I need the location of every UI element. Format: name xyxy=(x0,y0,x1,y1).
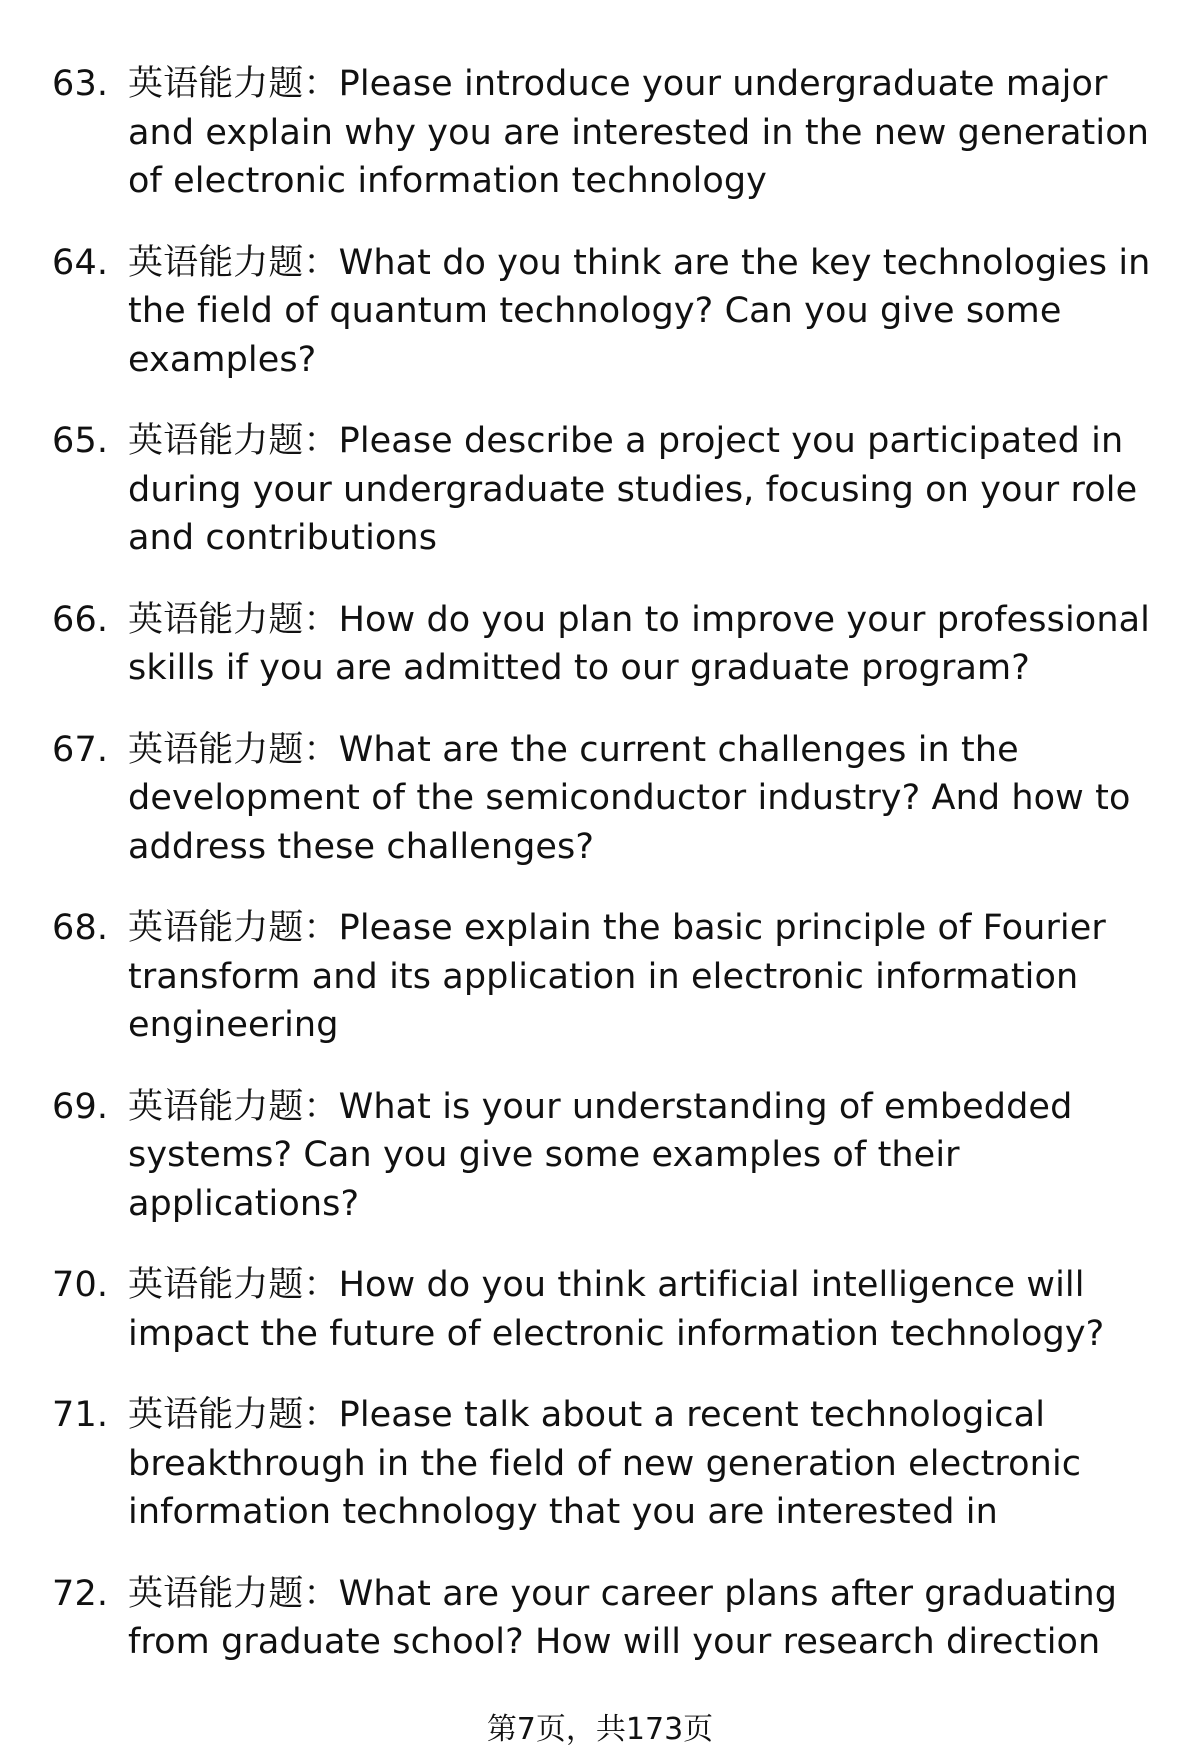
question-item xyxy=(52,60,1152,206)
question-text: Please explain the basic principle of Fourier transform and its application in electronic information engineering xyxy=(128,908,1106,1045)
question-body xyxy=(128,1261,1152,1358)
question-number: 63. xyxy=(52,64,109,104)
question-body xyxy=(128,417,1152,563)
question-item xyxy=(52,1083,1152,1229)
question-number: 64. xyxy=(52,242,109,283)
question-text: How do you plan to improve your professional skills if you are admitted to our graduate program? xyxy=(128,599,1150,688)
question-text: What are the current challenges in the development of the semiconductor industry? And how to address these challenges? xyxy=(128,729,1131,867)
question-number: 65. xyxy=(52,421,109,461)
question-text: How do you think artificial intelligence will impact the future of electronic information technology? xyxy=(128,1265,1105,1354)
question-number: 68. xyxy=(52,908,109,948)
question-item xyxy=(52,1391,1152,1537)
question-item xyxy=(52,417,1152,563)
question-category: 英语能力题： xyxy=(128,242,339,283)
question-category: 英语能力题： xyxy=(128,1573,339,1614)
question-number: 72. xyxy=(52,1573,109,1614)
question-body xyxy=(128,60,1152,206)
question-text: What do you think are the key technologies in the field of quantum technology? Can you give some examples? xyxy=(128,242,1151,380)
question-number: 66. xyxy=(52,599,109,640)
question-text: Please describe a project you participated in during your undergraduate studies, focusing on your role and contributions xyxy=(128,421,1138,558)
question-category: 英语能力题： xyxy=(128,421,339,461)
question-body xyxy=(128,726,1152,872)
question-body xyxy=(128,1570,1152,1667)
question-number: 69. xyxy=(52,1086,109,1127)
question-item xyxy=(52,596,1152,693)
question-text: What is your understanding of embedded systems? Can you give some examples of their applications? xyxy=(128,1086,1073,1224)
question-body xyxy=(128,904,1152,1050)
question-number: 71. xyxy=(52,1395,109,1435)
question-item xyxy=(52,1261,1152,1358)
question-list xyxy=(52,60,1152,1700)
question-category: 英语能力题： xyxy=(128,64,339,104)
question-item xyxy=(52,904,1152,1050)
question-category: 英语能力题： xyxy=(128,729,339,770)
question-item xyxy=(52,726,1152,872)
question-category: 英语能力题： xyxy=(128,1086,339,1127)
question-category: 英语能力题： xyxy=(128,908,339,948)
question-body xyxy=(128,596,1152,693)
question-number: 70. xyxy=(52,1265,109,1305)
question-text: What are your career plans after graduating from graduate school? How will your research direction xyxy=(128,1573,1118,1662)
question-body xyxy=(128,1083,1152,1229)
question-text: Please introduce your undergraduate major and explain why you are interested in the new generation of electronic information technology xyxy=(128,64,1149,201)
question-category: 英语能力题： xyxy=(128,599,339,640)
question-number: 67. xyxy=(52,729,109,770)
question-item xyxy=(52,239,1152,385)
question-text: Please talk about a recent technological breakthrough in the field of new generation electronic information technology that you are interested in xyxy=(128,1395,1082,1532)
question-category: 英语能力题： xyxy=(128,1265,339,1305)
page-footer: 第7页，共173页 xyxy=(486,1712,714,1747)
question-body xyxy=(128,239,1152,385)
question-category: 英语能力题： xyxy=(128,1395,339,1435)
question-body xyxy=(128,1391,1152,1537)
question-item xyxy=(52,1570,1152,1667)
